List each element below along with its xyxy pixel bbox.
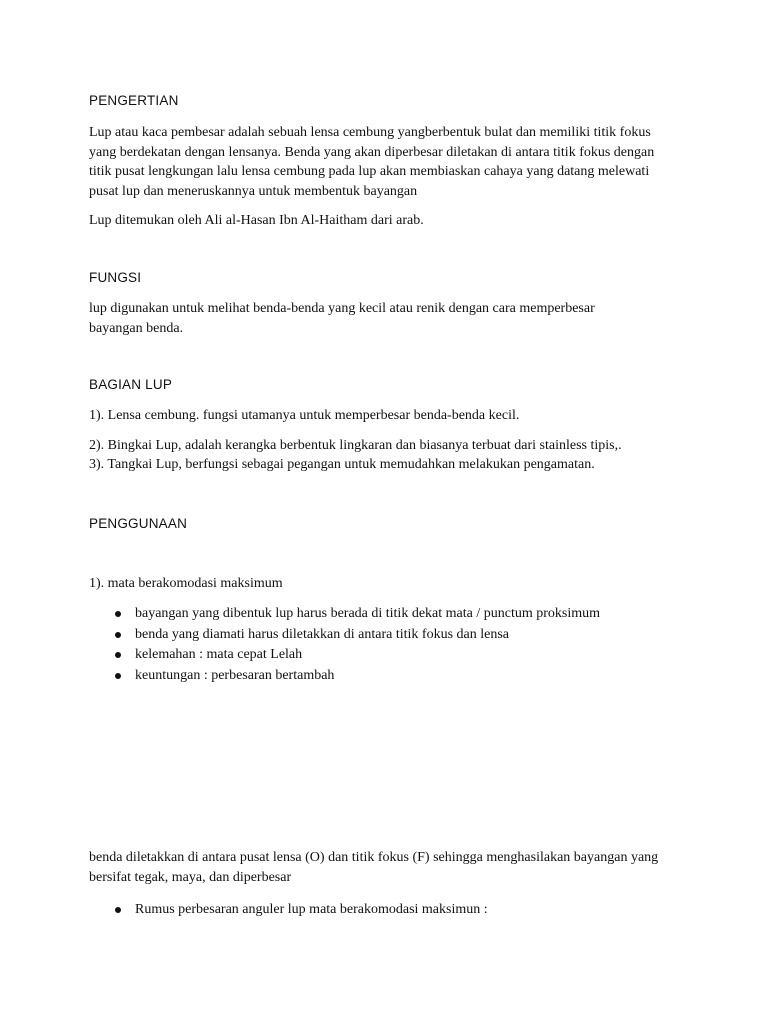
bullet-text: bayangan yang dibentuk lup harus berada di titik dekat mata / punctum proksimum	[135, 606, 601, 621]
list-item	[111, 604, 600, 625]
list-item	[111, 645, 600, 666]
rumus-bullet-list	[111, 900, 488, 921]
bullet-icon	[115, 611, 121, 617]
heading-pengertian: PENGERTIAN	[89, 93, 179, 108]
pengertian-paragraph-2: Lup ditemukan oleh Ali al-Hasan Ibn Al-Haitham dari arab.	[89, 213, 424, 228]
bullet-icon	[115, 673, 121, 679]
heading-penggunaan: PENGGUNAAN	[89, 516, 188, 531]
bagian-lup-item-2: 2). Bingkai Lup, adalah kerangka berbentuk lingkaran dan biasanya terbuat dari stainless tipis,.	[89, 438, 622, 453]
list-item	[111, 900, 488, 921]
bullet-icon	[115, 907, 121, 913]
heading-bagian-lup: BAGIAN LUP	[89, 377, 173, 392]
bullet-text: benda yang diamati harus diletakkan di antara titik fokus dan lensa	[135, 626, 509, 642]
bagian-lup-item-3: 3). Tangkai Lup, berfungsi sebagai pegangan untuk memudahkan melakukan pengamatan.	[89, 457, 595, 472]
penggunaan-subheading: 1). mata berakomodasi maksimum	[89, 576, 283, 591]
penggunaan-paragraph: benda diletakkan di antara pusat lensa (O) dan titik fokus (F) sehingga menghasilakan bayangan yang bersifat tegak, maya, dan diperbesar	[89, 850, 659, 885]
bullet-text: Rumus perbesaran anguler lup mata berakomodasi maksimun :	[135, 902, 488, 917]
pengertian-paragraph: Lup atau kaca pembesar adalah sebuah lensa cembung yangberbentuk bulat dan memiliki titik fokus yang berdekatan dengan lensanya. Benda yang akan diperbesar diletakan di antara titik fokus dengan titik pusat lengkungan lalu lensa cembung pada lup akan membiaskan cahaya yang datang melewati pusat lup dan meneruskannya untuk membentuk bayangan	[89, 125, 655, 199]
bullet-text: keuntungan : perbesaran bertambah	[135, 667, 335, 683]
bullet-icon	[115, 652, 121, 658]
list-item	[111, 625, 600, 646]
fungsi-paragraph: lup digunakan untuk melihat benda-benda yang kecil atau renik dengan cara memperbesar bayangan benda.	[89, 301, 595, 336]
bullet-text: kelemahan : mata cepat Lelah	[135, 647, 303, 662]
bagian-lup-item-1: 1). Lensa cembung. fungsi utamanya untuk memperbesar benda-benda kecil.	[89, 408, 520, 423]
bullet-icon	[115, 632, 121, 638]
penggunaan-bullet-list	[111, 604, 600, 686]
list-item	[111, 666, 600, 687]
heading-fungsi: FUNGSI	[89, 270, 142, 285]
